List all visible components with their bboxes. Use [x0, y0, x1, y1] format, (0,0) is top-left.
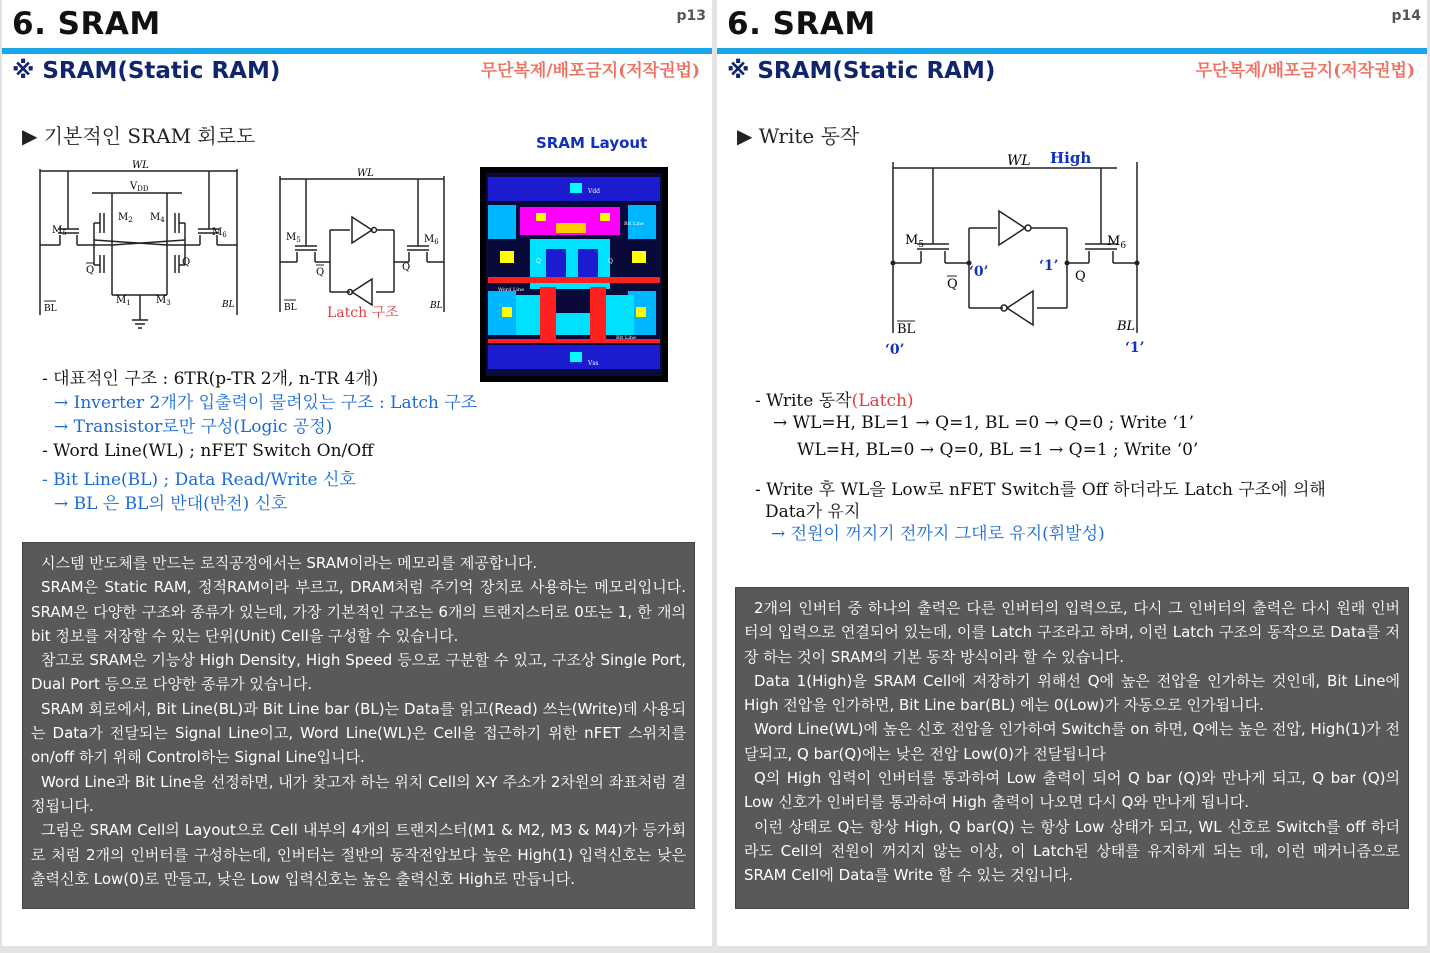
bullet-bitline: - Bit Line(BL) ; Data Read/Write 신호: [42, 470, 356, 490]
description-box: [735, 587, 1409, 909]
blbar-label: BL: [897, 322, 916, 337]
title-divider: [2, 48, 712, 54]
q-label: Q: [182, 257, 191, 268]
bullet-logic: → Transistor로만 구성(Logic 공정): [54, 417, 333, 437]
title-divider: [717, 48, 1427, 54]
sram-6t-circuit: [32, 155, 247, 335]
bullet-list: [755, 386, 1405, 546]
bl-label: BL: [1117, 319, 1136, 334]
page-number: p14: [1391, 8, 1421, 24]
paragraph: 시스템 반도체를 만드는 로직공정에서는 SRAM이라는 메모리를 제공합니다.: [41, 554, 538, 572]
paragraph: Data 1(High)을 SRAM Cell에 저장하기 위해선 Q에 높은 전압을 인가하는 것인데, Bit Line에 High 전압을 인가하면, Bit Line bar(BL) 에는 0(Low)가 자동으로 인가됩니다.: [744, 671, 1400, 715]
bl-label: BL: [222, 300, 235, 310]
latch-note: (Latch): [851, 391, 914, 411]
paragraph: SRAM 회로에서, Bit Line(BL)과 Bit Line bar (BL)는 Data를 읽고(Read) 쓰는(Write)데 사용되는 Data가 전달되는 Signal Line이고, Word Line(WL)은 Cell을 접근하기 위한 nFET 스위치를 on/off 하기 위해 Control하는 Signal Line입니다.: [31, 699, 686, 767]
m5-label: $M_5$: [52, 225, 67, 237]
copyright-notice: 무단복제/배포금지(저작권법): [480, 61, 700, 81]
bullet-write-1: → WL=H, BL=1 → Q=1, BL =0 → Q=0 ; Write ‘1’: [773, 413, 1195, 433]
slide-title: 6. SRAM: [727, 6, 876, 42]
bullet-write-0: WL=H, BL=0 → Q=0, BL =1 → Q=1 ; Write ‘0’: [797, 440, 1199, 460]
bullet-blbar: → BL 은 BL의 반대(반전) 신호: [54, 494, 288, 514]
section-heading: ▶ Write 동작: [737, 124, 860, 148]
zero-node-label: ‘0’: [969, 264, 989, 280]
slide-title: 6. SRAM: [12, 6, 161, 42]
paragraph: SRAM은 Static RAM, 정적RAM이라 부르고, DRAM처럼 주기억 장치로 사용하는 메모리입니다. SRAM은 다양한 구조와 종류가 있는데, 가장 기본적인 구조는 6개의 트랜지스터로 0또는 1, 한 개의 bit 정보를 저장할 수 있는 단위(Unit) Cell을 구성할 수 있습니다.: [31, 578, 686, 645]
page-number: p13: [676, 8, 706, 24]
latch-label: Latch 구조: [327, 305, 399, 321]
m4-label: $M_4$: [150, 212, 165, 224]
layout-title: SRAM Layout: [536, 134, 648, 152]
bullet-structure: - 대표적인 구조 : 6TR(p-TR 2개, n-TR 4개): [42, 369, 379, 389]
bullet-list: [42, 364, 642, 524]
blbar-zero-label: ‘0’: [885, 342, 905, 358]
qbar-label: Q: [316, 267, 325, 278]
layout-qbar: Q: [536, 258, 541, 265]
bullet-retain: - Write 후 WL을 Low로 nFET Switch를 Off 하더라도 Latch 구조에 의해: [755, 480, 1326, 500]
slide-p13: [2, 0, 712, 946]
bullet-retain-cont: Data가 유지: [765, 502, 861, 522]
copyright-notice: 무단복제/배포금지(저작권법): [1195, 61, 1415, 81]
bl-label: BL: [430, 301, 443, 311]
blbar-label: BL: [44, 304, 57, 314]
paragraph: Word Line(WL)에 높은 신호 전압을 인가하여 Switch를 on 하면, Q에는 높은 전압, High(1)가 전달되고, Q bar(Q)에는 낮은 전압 Low(0)가 전달됩니다: [744, 720, 1400, 763]
paragraph: 그림은 SRAM Cell의 Layout으로 Cell 내부의 4개의 트랜지스터(M1 & M2, M3 & M4)가 등가회로 처럼 2개의 인버터를 구성하는데, 인버터는 절반의 동작전압보다 높은 High(1) 입력신호는 낮은 출력신호 Low(0)로 만들고, 낮은 Low 입력신호는 높은 출력신호 High로 만듭니다.: [31, 821, 686, 888]
write-circuit: [877, 148, 1177, 363]
high-label: High: [1050, 149, 1092, 167]
paragraph: 이런 상태로 Q는 항상 High, Q bar(Q) 는 항상 Low 상태가 되고, WL 신호로 Switch를 off 하더라도 Cell의 전원이 꺼지지 않는 이상, 이 Latch된 상태를 유지하게 되는 데, 이런 메커니즘으로 SRAM Cell에 Data를 Write 할 수 있는 것입니다.: [744, 817, 1400, 885]
bl-one-label: ‘1’: [1125, 340, 1145, 356]
layout-bitline-bottom: Bit Line: [616, 335, 636, 341]
blbar-label: BL: [284, 303, 297, 313]
wl-label: WL: [132, 160, 149, 171]
layout-vdd-label: Vdd: [588, 188, 601, 195]
description-box: [22, 542, 695, 909]
one-node-label: ‘1’: [1039, 258, 1059, 274]
slide-subtitle: ※ SRAM(Static RAM): [727, 58, 996, 84]
paragraph: 2개의 인버터 중 하나의 출력은 다른 인버터의 입력으로, 다시 그 인버터의 출력은 다시 원래 인버터의 입력으로 연결되어 있는데, 이를 Latch 구조라고 하며, 이런 Latch 구조의 동작으로 Data를 저장 하는 것이 SRAM의 기본 동작 방식이라 할 수 있습니다.: [744, 599, 1400, 666]
paragraph: Word Line과 Bit Line을 선정하면, 내가 찾고자 하는 위치 Cell의 X-Y 주소가 2차원의 좌표처럼 결정됩니다.: [31, 772, 686, 815]
layout-q: Q: [608, 258, 613, 265]
paragraph: Q의 High 입력이 인버터를 통과하여 Low 출력이 되어 Q bar (Q)와 만나게 되고, Q bar (Q)의 Low 신호가 인버터를 통과하여 High 출력이 나오면 다시 Q와 만나게 됩니다.: [744, 769, 1400, 812]
section-heading: ▶ 기본적인 SRAM 회로도: [22, 124, 256, 148]
bullet-wordline: - Word Line(WL) ; nFET Switch On/Off: [42, 441, 374, 461]
paragraph: 참고로 SRAM은 기능상 High Density, High Speed 등으로 구분할 수 있고, 구조상 Single Port, Dual Port 등으로 다양한 종류가 있습니다.: [31, 651, 686, 694]
layout-bitline-top: Bit Line: [624, 221, 644, 227]
m6-label: $M_6$: [212, 227, 227, 239]
m6-label: $M_6$: [1107, 234, 1127, 251]
q-label: Q: [402, 262, 411, 273]
qbar-label: Q: [86, 265, 95, 276]
slide-p14: [717, 0, 1427, 946]
vdd-label: $V_{DD}$: [130, 181, 149, 193]
m5-label: $M_5$: [905, 233, 925, 250]
layout-wordline: Word Line: [498, 287, 525, 293]
m5-label: $M_5$: [286, 232, 301, 244]
m3-label: $M_3$: [156, 295, 171, 307]
sram-latch-circuit: [272, 162, 452, 327]
bullet-write: - Write 동작(Latch): [755, 391, 914, 411]
m1-label: $M_1$: [116, 295, 131, 307]
bullet-latch: → Inverter 2개가 입출력이 물려있는 구조 : Latch 구조: [54, 393, 478, 413]
wl-label: WL: [357, 168, 374, 179]
q-label: Q: [1075, 269, 1086, 284]
m2-label: $M_2$: [118, 212, 133, 224]
sram-layout-image: [480, 167, 668, 382]
bullet-volatile: → 전원이 꺼지기 전까지 그대로 유지(휘발성): [771, 524, 1105, 544]
wl-label: WL: [1007, 153, 1031, 169]
qbar-label: Q: [947, 277, 958, 292]
layout-vss-label: Vss: [588, 360, 599, 367]
slide-subtitle: ※ SRAM(Static RAM): [12, 58, 281, 84]
m6-label: $M_6$: [424, 234, 439, 246]
